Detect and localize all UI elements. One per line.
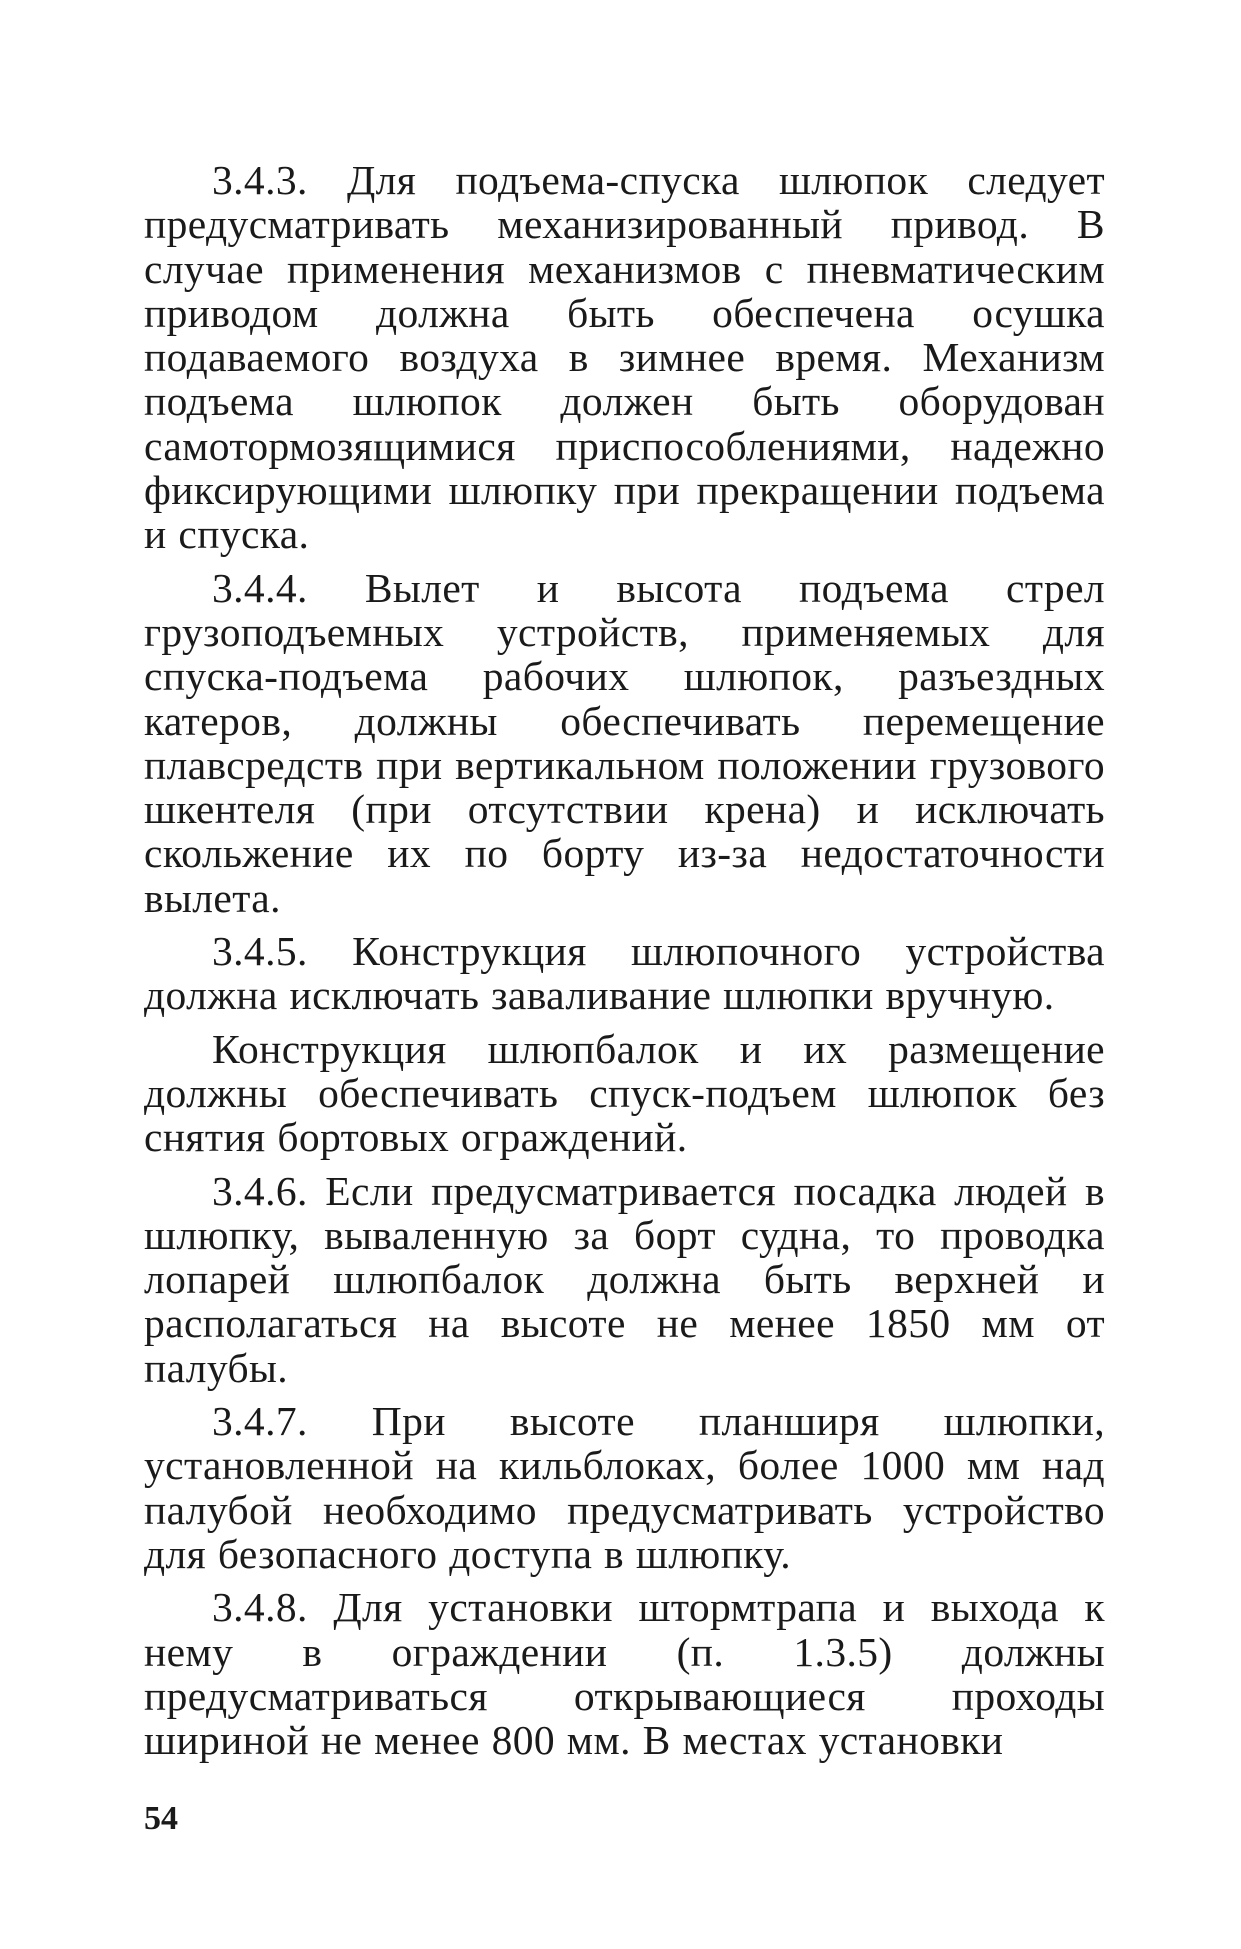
paragraph-3-4-7: 3.4.7. При высоте планширя шлюпки, установленной на кильблоках, более 1000 мм над палубой необходимо предусматривать устройство для безопасного доступа в шлюпку. bbox=[144, 1398, 1105, 1577]
page-text-block bbox=[144, 158, 1105, 1771]
page-number: 54 bbox=[144, 1800, 178, 1837]
paragraph-3-4-5-continued: Конструкция шлюпбалок и их размещение должны обеспечивать спуск-подъем шлюпок без снятия бортовых ограждений. bbox=[144, 1025, 1105, 1161]
paragraph-3-4-6: 3.4.6. Если предусматривается посадка людей в шлюпку, вываленную за борт судна, то проводка лопарей шлюпбалок должна быть верхней и располагаться на высоте не менее 1850 мм от палубы. bbox=[144, 1167, 1105, 1391]
paragraph-3-4-8: 3.4.8. Для установки штормтрапа и выхода к нему в ограждении (п. 1.3.5) должны предусматриваться открывающиеся проходы шириной не менее 800 мм. В местах установки bbox=[144, 1584, 1105, 1764]
paragraph-3-4-3: 3.4.3. Для подъема-спуска шлюпок следует предусматривать механизированный привод. В случае применения механизмов с пневматическим приводом должна быть обеспечена осушка подаваемого воздуха в зимнее время. Механизм подъема шлюпок должен быть оборудован самотормозящимися приспособлениями, надежно фиксирующими шлюпку при прекращении подъема и спуска. bbox=[144, 157, 1105, 558]
paragraph-3-4-5: 3.4.5. Конструкция шлюпочного устройства должна исключать заваливание шлюпки вручную. bbox=[144, 928, 1105, 1019]
paragraph-3-4-4: 3.4.4. Вылет и высота подъема стрел грузоподъемных устройств, применяемых для спуска-подъема рабочих шлюпок, разъездных катеров, должны обеспечивать перемещение плавсредств при вертикальном положении грузового шкентеля (при отсутствии крена) и исключать скольжение их по борту из-за недостаточности вылета. bbox=[144, 564, 1105, 921]
